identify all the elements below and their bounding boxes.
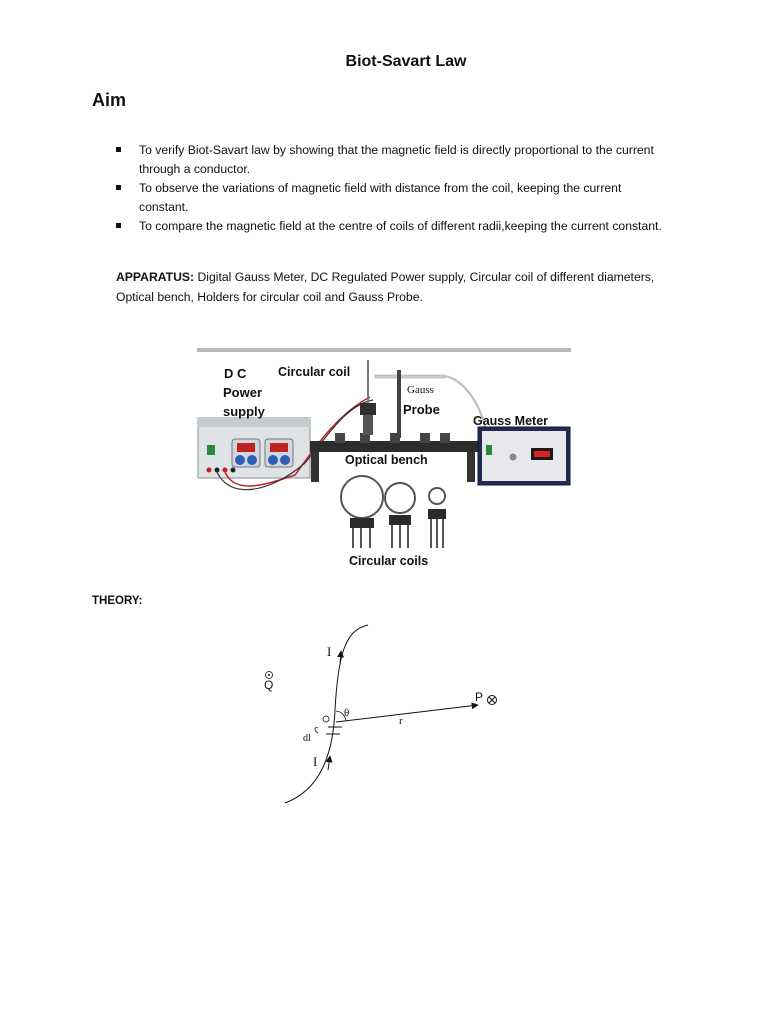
label-circular-coil: Circular coil bbox=[278, 365, 351, 379]
aim-item bbox=[114, 141, 674, 179]
apparatus-figure bbox=[195, 345, 575, 575]
apparatus-paragraph bbox=[116, 267, 656, 307]
apparatus-text: Digital Gauss Meter, DC Regulated Power supply, Circular coil of different diameters, Optical bench, Holders for circular coil and Gauss Probe. bbox=[116, 270, 655, 304]
current-arrow-bottom bbox=[328, 756, 330, 770]
theory-heading: THEORY: bbox=[92, 595, 143, 607]
label-gauss: Gauss bbox=[407, 384, 434, 396]
aim-heading: Aim bbox=[92, 90, 127, 110]
label-gauss-meter: Gauss Meter bbox=[473, 414, 549, 428]
aim-item bbox=[114, 179, 674, 217]
label-dc: D C bbox=[224, 366, 247, 381]
bullet-icon bbox=[116, 223, 121, 228]
apparatus-label: APPARATUS: bbox=[116, 270, 195, 284]
label-probe: Probe bbox=[403, 402, 440, 417]
circular-coils-illustration bbox=[341, 476, 446, 548]
bullet-icon bbox=[116, 185, 121, 190]
label-circular-coils: Circular coils bbox=[349, 554, 429, 568]
label-r: r bbox=[399, 715, 403, 727]
current-arrow-top bbox=[340, 651, 341, 665]
label-optical-bench: Optical bench bbox=[345, 453, 428, 467]
bullet-icon bbox=[116, 147, 121, 152]
aim-item bbox=[114, 217, 674, 236]
page-title: Biot-Savart Law bbox=[345, 53, 467, 70]
label-p: P bbox=[475, 690, 484, 704]
label-power: Power bbox=[223, 385, 263, 400]
label-current-bottom: I bbox=[313, 754, 318, 769]
label-theta: θ bbox=[344, 707, 350, 719]
gauss-meter-illustration bbox=[478, 427, 570, 485]
r-vector bbox=[336, 705, 478, 722]
label-q: Q bbox=[264, 678, 274, 692]
aim-list bbox=[114, 141, 674, 236]
aim-item-text: To compare the magnetic field at the centre of coils of different radii,keeping the current constant. bbox=[139, 219, 662, 233]
aim-item-text: To observe the variations of magnetic field with distance from the coil, keeping the current constant. bbox=[139, 181, 622, 214]
figure-top-rule bbox=[197, 348, 571, 352]
label-current-top: I bbox=[327, 644, 332, 659]
label-supply: supply bbox=[223, 404, 265, 419]
label-dl: dl bbox=[303, 733, 311, 744]
biot-savart-diagram bbox=[250, 615, 510, 815]
power-supply-illustration bbox=[198, 418, 310, 478]
aim-item-text: To verify Biot-Savart law by showing that the magnetic field is directly proportional to the current through a conductor. bbox=[139, 143, 654, 176]
